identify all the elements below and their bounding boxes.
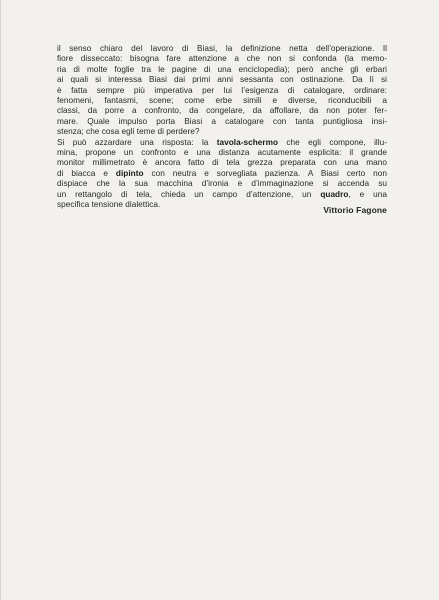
text-line xyxy=(57,190,387,200)
text-segment: dispiace che la sua macchina d’ironia e d’immaginazione si accenda su xyxy=(57,179,387,189)
text-segment: che egli compone, illu- xyxy=(278,137,388,147)
text-line xyxy=(57,106,387,116)
text-line xyxy=(57,54,387,64)
text-segment: monitor millimetrato è ancora fatto di tela grezza preparata con una mano xyxy=(57,158,387,168)
bold-term: tavola-schermo xyxy=(216,137,279,147)
text-line xyxy=(57,169,387,179)
text-segment: un rettangolo di tela, chieda un campo d’attenzione, un xyxy=(57,189,321,199)
text-line xyxy=(57,148,387,158)
text-segment: mare. Quale impulso porta Biasi a catalogare con tanta puntigliosa insi- xyxy=(57,116,387,126)
author-signature: Vittorio Fagone xyxy=(323,205,387,215)
text-segment: ria di molte foglie tra le pagine di una enciclopedia); però anche gli erbari xyxy=(57,64,387,74)
text-segment: stenza; che cosa egli teme di perdere? xyxy=(57,127,200,137)
text-segment: mina, propone un confronto e una distanza acutamente esplicita: il grande xyxy=(57,148,387,158)
text-segment: , e una xyxy=(348,189,387,199)
text-line xyxy=(57,117,387,127)
text-segment: specifica tensione dialettica. xyxy=(57,200,161,210)
text-line xyxy=(57,127,387,137)
text-line xyxy=(57,86,387,96)
text-line xyxy=(57,179,387,189)
text-line xyxy=(57,138,387,148)
text-segment: Si può azzardare una risposta: la xyxy=(57,137,217,147)
text-line xyxy=(57,44,387,54)
text-segment: con neutra e sorvegliata pazienza. A Biasi certo non xyxy=(143,168,388,178)
text-segment: fenomeni, fantasmi, scene; come erbe simili e diverse, riconducibili a xyxy=(57,96,387,106)
text-line xyxy=(57,75,387,85)
text-segment: classi, da porre a confronto, da congelare, da affollare, da non poter fer- xyxy=(57,106,387,116)
bold-term: dipinto xyxy=(115,168,144,178)
text-line xyxy=(57,65,387,75)
text-segment: di biacca e xyxy=(57,168,116,178)
bold-term: quadro xyxy=(320,189,349,199)
article-body xyxy=(57,44,387,211)
text-line xyxy=(57,96,387,106)
text-segment: fiore disseccato: bisogna fare attenzione a che non si confonda (la memo- xyxy=(57,54,387,64)
text-segment: il senso chiaro del lavoro di Biasi, la definizione netta dell’operazione. Il xyxy=(57,44,387,53)
text-segment: ai quali si interessa Biasi dai primi anni sessanta con ostinazione. Da lì si xyxy=(57,75,387,85)
text-segment: è fatta sempre più imperativa per lui l’esigenza di catalogare, ordinare: xyxy=(57,85,387,95)
text-line xyxy=(57,158,387,168)
